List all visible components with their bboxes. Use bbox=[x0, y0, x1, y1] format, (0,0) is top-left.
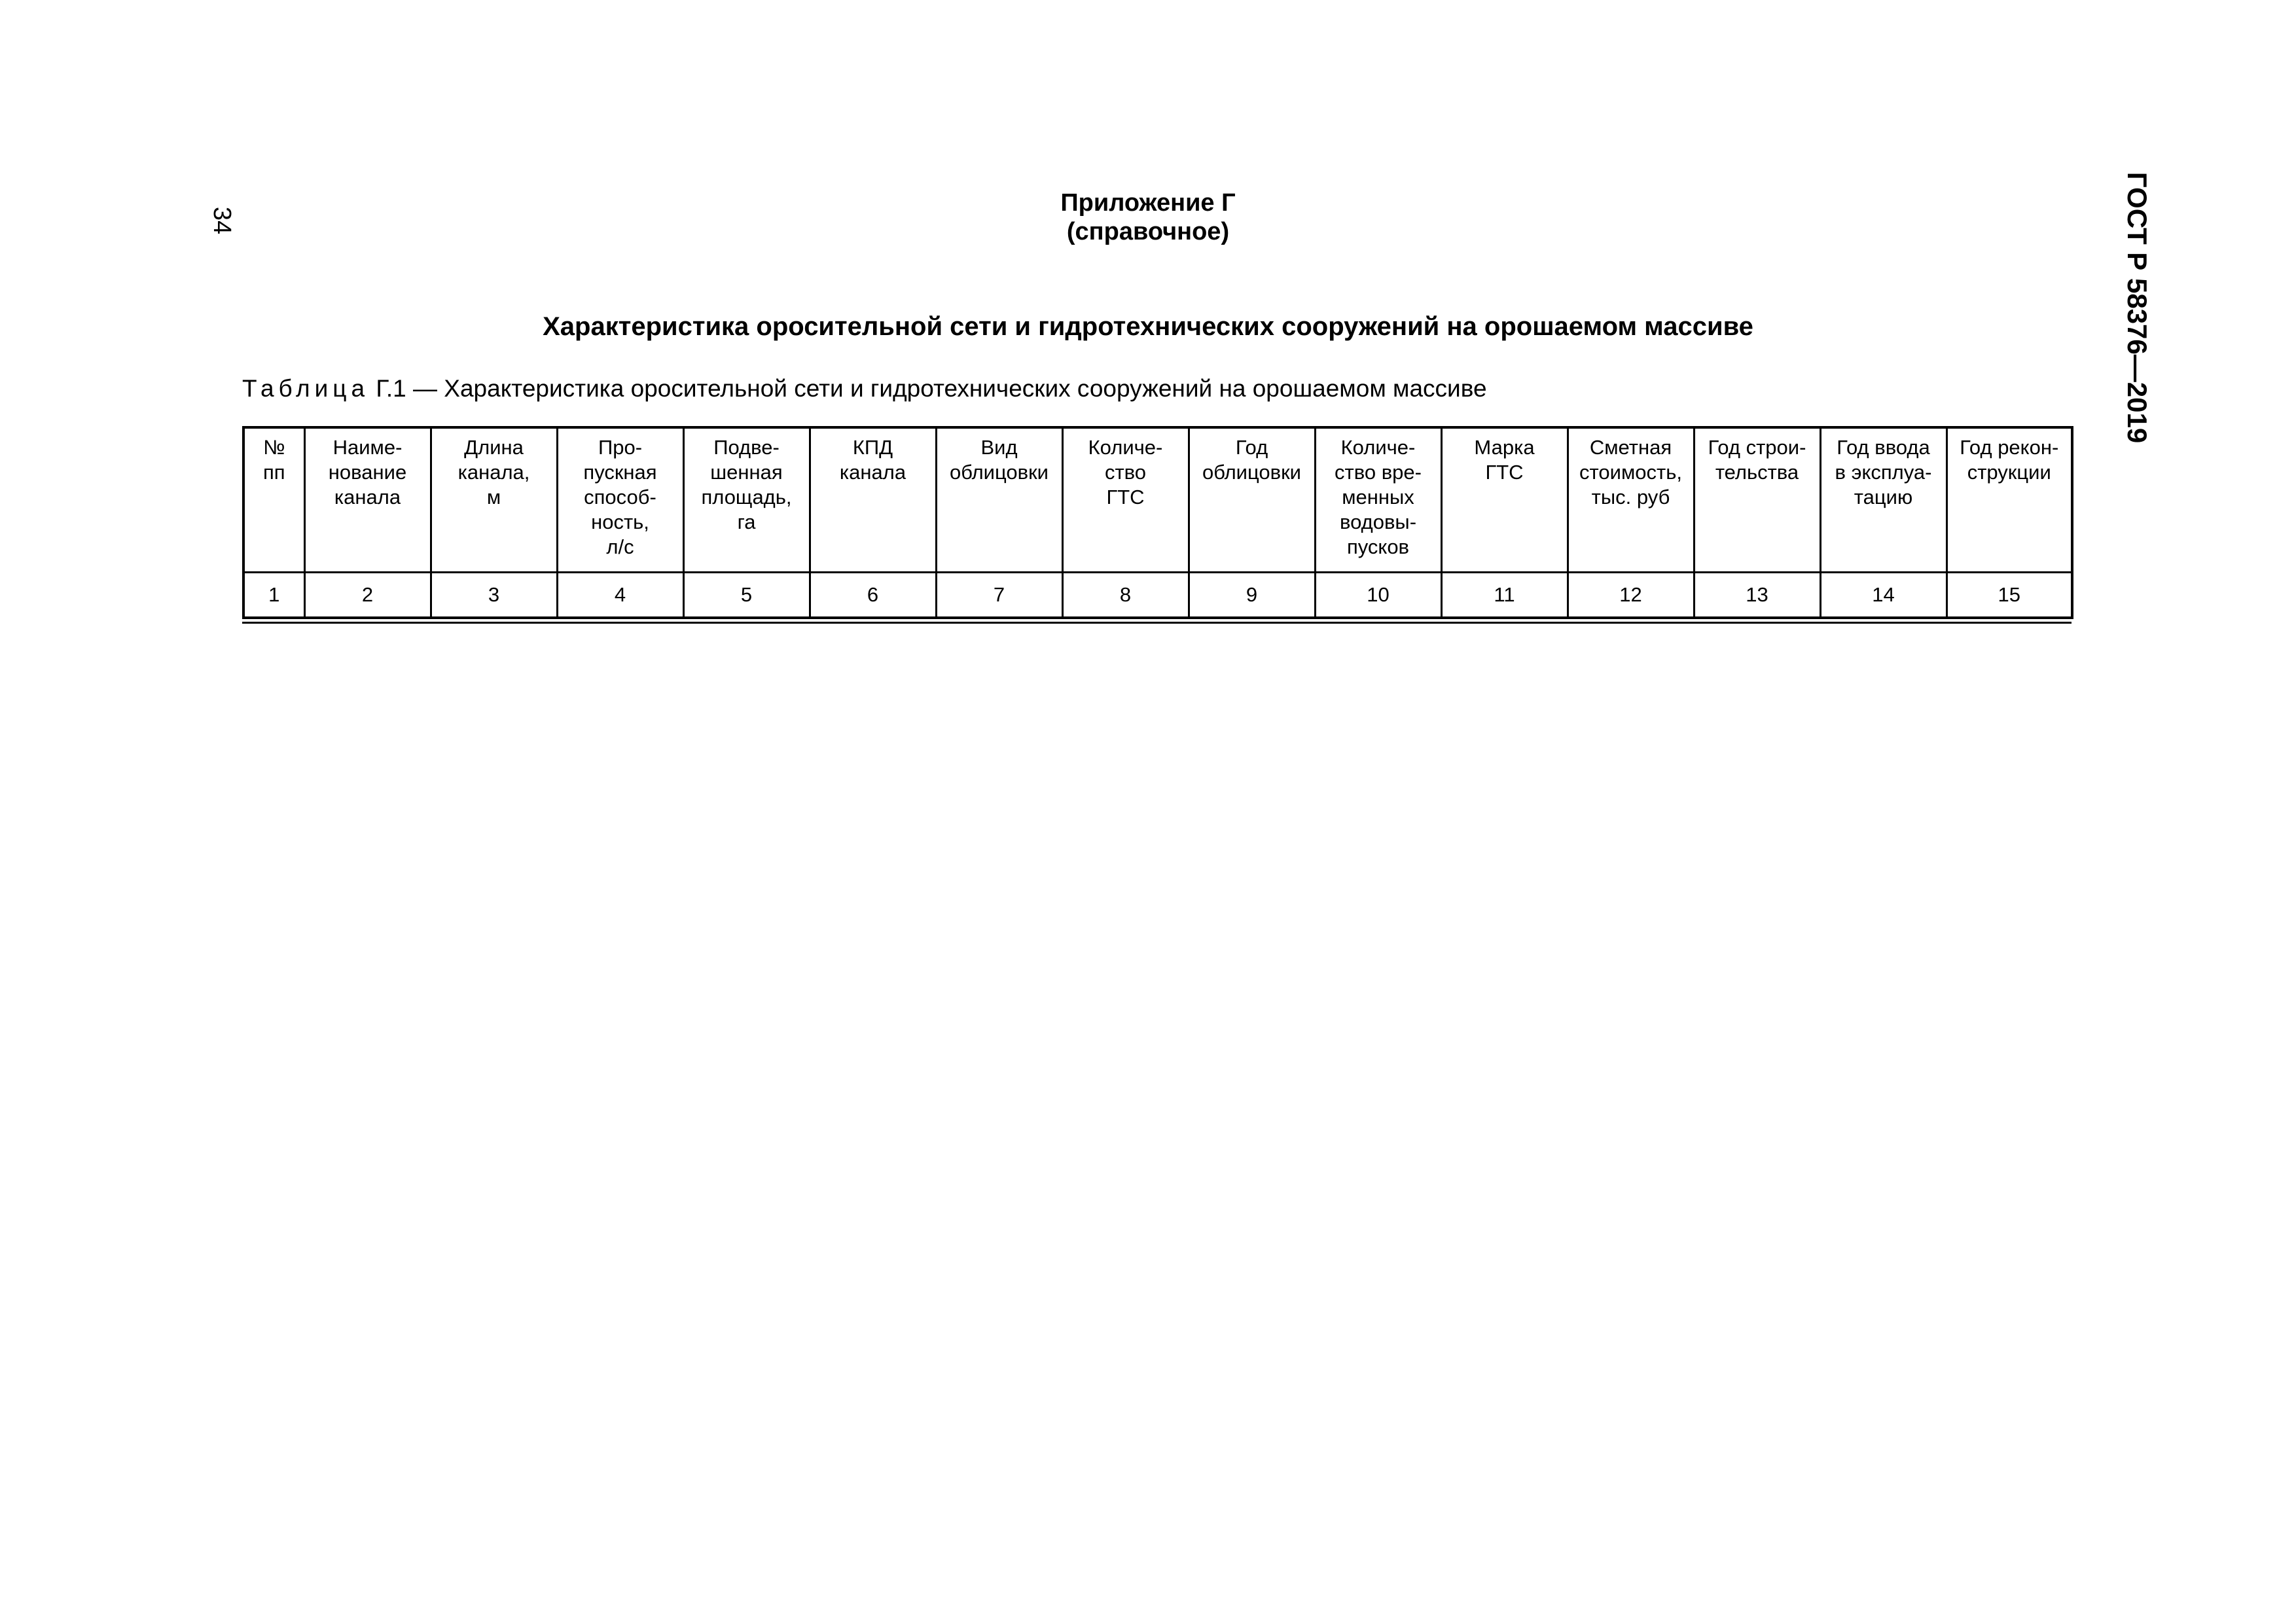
column-number-cell: 14 bbox=[1820, 573, 1946, 618]
header-line: л/с bbox=[606, 535, 634, 558]
header-line: канала, bbox=[457, 461, 530, 484]
header-cell bbox=[1315, 427, 1441, 573]
header-cell bbox=[557, 427, 683, 573]
header-line: менных bbox=[1342, 486, 1414, 508]
header-line: тацию bbox=[1854, 486, 1913, 508]
header-line: пп bbox=[262, 461, 285, 484]
header-line: пусков bbox=[1346, 535, 1410, 558]
header-line: нование bbox=[328, 461, 407, 484]
header-line: канала bbox=[839, 461, 906, 484]
table-bottom-rule bbox=[242, 619, 2072, 624]
header-cell bbox=[1568, 427, 1694, 573]
column-number-cell: 9 bbox=[1189, 573, 1315, 618]
header-line: ГТС bbox=[1106, 486, 1145, 508]
header-line: Наиме- bbox=[332, 436, 403, 459]
header-line: Длина bbox=[464, 436, 524, 459]
header-cell bbox=[1946, 427, 2072, 573]
header-line: способ- bbox=[584, 486, 656, 508]
header-line: КПД bbox=[852, 436, 893, 459]
header-line: канала bbox=[334, 486, 401, 508]
header-line: Вид bbox=[980, 436, 1018, 459]
header-cell bbox=[1694, 427, 1820, 573]
header-line: струкции bbox=[1967, 461, 2051, 484]
column-number-cell: 5 bbox=[683, 573, 810, 618]
header-line: ность, bbox=[591, 510, 649, 533]
column-number-cell: 6 bbox=[810, 573, 936, 618]
header-cell bbox=[1062, 427, 1189, 573]
header-line: в эксплуа- bbox=[1835, 461, 1932, 484]
column-number-cell: 7 bbox=[936, 573, 1062, 618]
table-caption-text: Г.1 — Характеристика оросительной сети и гидротехнических сооружений на орошаемом массиве bbox=[376, 375, 1487, 402]
header-line: Год рекон- bbox=[1960, 436, 2059, 459]
characteristics-table bbox=[242, 426, 2073, 619]
column-number-cell: 15 bbox=[1946, 573, 2072, 618]
header-cell bbox=[936, 427, 1062, 573]
column-number-cell: 11 bbox=[1441, 573, 1568, 618]
table-caption bbox=[242, 374, 1487, 403]
document-code: ГОСТ Р 58376—2019 bbox=[2122, 171, 2153, 444]
header-line: облицовки bbox=[1202, 461, 1301, 484]
column-number-cell: 4 bbox=[557, 573, 683, 618]
header-line: площадь, bbox=[701, 486, 792, 508]
table-header-row bbox=[243, 427, 2072, 573]
header-cell bbox=[1189, 427, 1315, 573]
header-line: тельства bbox=[1715, 461, 1799, 484]
column-number-cell: 13 bbox=[1694, 573, 1820, 618]
page-heading: Характеристика оросительной сети и гидротехнических сооружений на орошаемом массиве bbox=[543, 312, 1753, 341]
header-line: Количе- bbox=[1088, 436, 1163, 459]
header-line: ство bbox=[1104, 461, 1147, 484]
header-line: облицовки bbox=[949, 461, 1049, 484]
header-line: Про- bbox=[598, 436, 643, 459]
header-line: га bbox=[737, 510, 756, 533]
header-line: тыс. руб bbox=[1591, 486, 1670, 508]
header-line: Подве- bbox=[713, 436, 780, 459]
appendix-label: Приложение Г bbox=[1060, 189, 1236, 217]
header-cell bbox=[810, 427, 936, 573]
header-cell bbox=[1441, 427, 1568, 573]
column-number-cell: 8 bbox=[1062, 573, 1189, 618]
header-line: м bbox=[486, 486, 501, 508]
table-caption-prefix: Таблица bbox=[242, 375, 370, 402]
header-cell bbox=[304, 427, 431, 573]
header-line: стоимость, bbox=[1579, 461, 1682, 484]
column-number-cell: 12 bbox=[1568, 573, 1694, 618]
header-cell bbox=[683, 427, 810, 573]
header-cell bbox=[243, 427, 304, 573]
header-line: ство вре- bbox=[1335, 461, 1422, 484]
header-line: пускная bbox=[583, 461, 657, 484]
header-line: Год bbox=[1235, 436, 1268, 459]
header-line: Год ввода bbox=[1837, 436, 1930, 459]
header-line: Марка bbox=[1474, 436, 1535, 459]
header-line: водовы- bbox=[1339, 510, 1417, 533]
header-line: Год строи- bbox=[1708, 436, 1806, 459]
column-number-row bbox=[243, 573, 2072, 618]
header-line: ГТС bbox=[1485, 461, 1524, 484]
column-number-cell: 3 bbox=[431, 573, 557, 618]
header-line: Количе- bbox=[1340, 436, 1416, 459]
header-line: Сметная bbox=[1589, 436, 1672, 459]
header-cell bbox=[1820, 427, 1946, 573]
header-line: № bbox=[263, 436, 285, 459]
column-number-cell: 1 bbox=[243, 573, 304, 618]
header-cell bbox=[431, 427, 557, 573]
column-number-cell: 10 bbox=[1315, 573, 1441, 618]
header-line: шенная bbox=[710, 461, 783, 484]
appendix-subtitle: (справочное) bbox=[1066, 218, 1230, 245]
appendix-title bbox=[0, 188, 2296, 246]
column-number-cell: 2 bbox=[304, 573, 431, 618]
page-number: 34 bbox=[208, 206, 236, 235]
